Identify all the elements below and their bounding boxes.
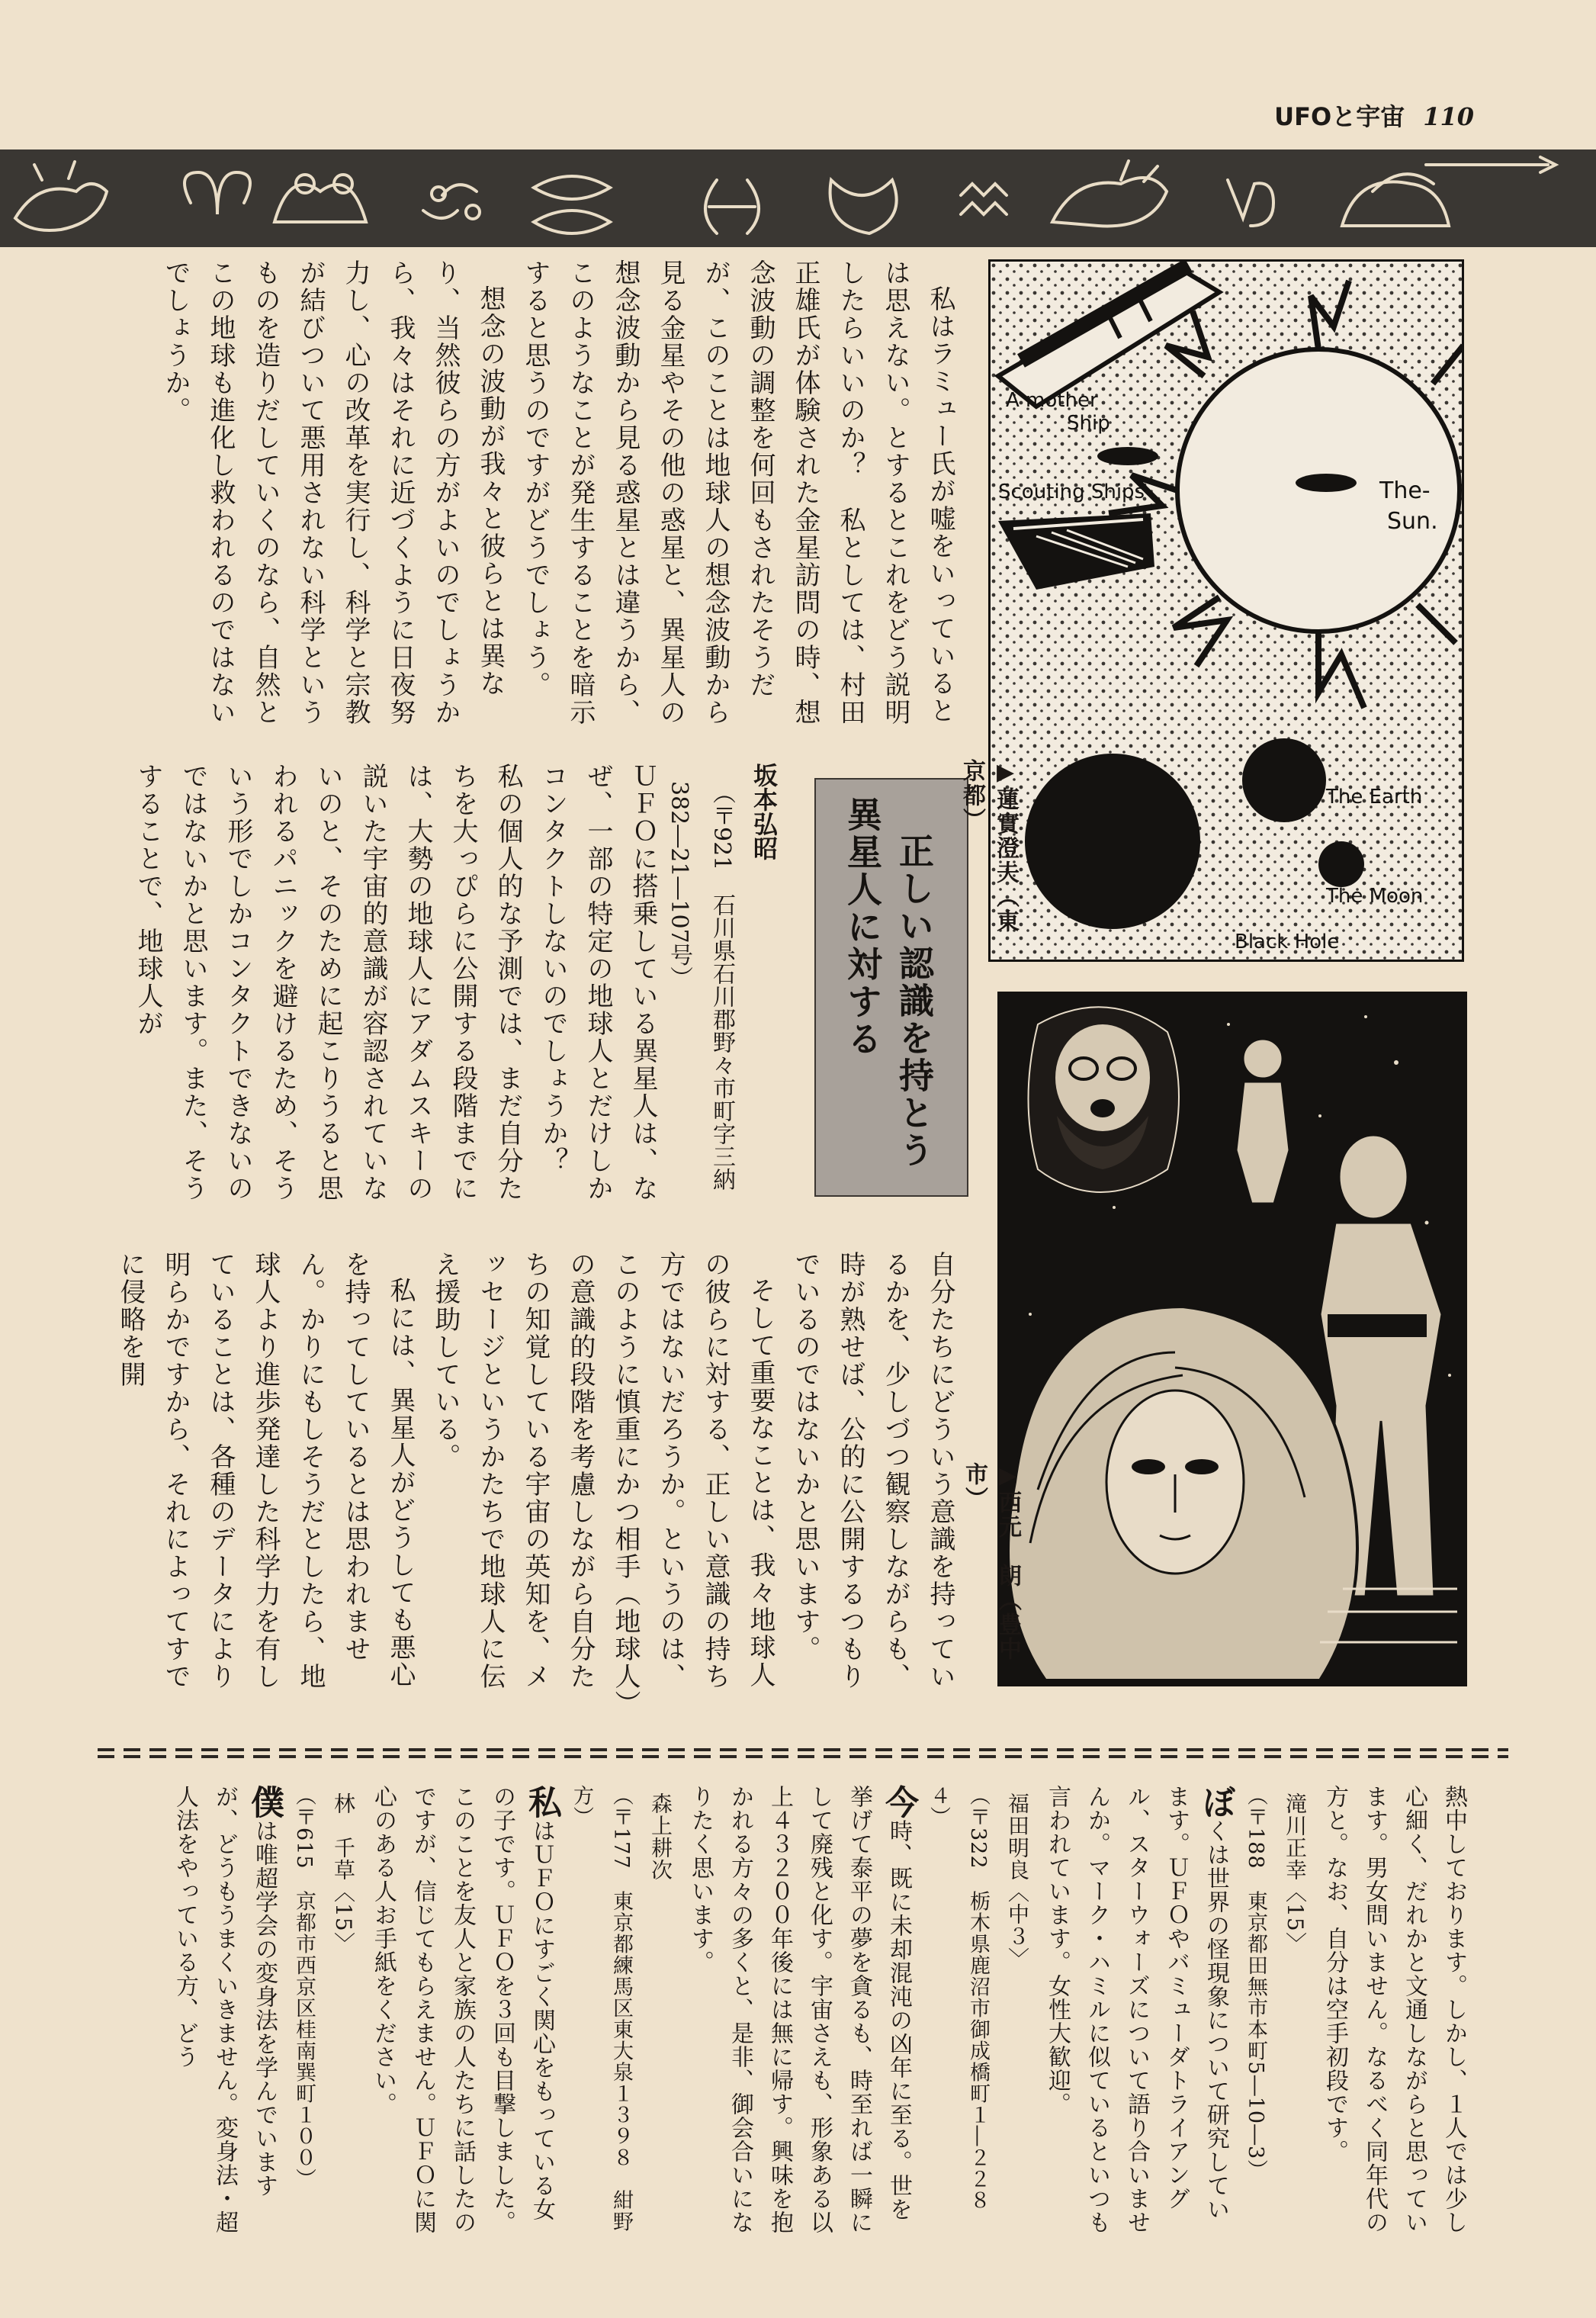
letter-address: （〒322 栃木県鹿沼市御成橋町１―２２８４）	[926, 1785, 990, 2211]
author-address: （〒921 石川県石川郡野々市町字三納382―21―107号）	[666, 781, 735, 1191]
article-paragraph: 想念の波動が我々と彼らとは異なり、当然彼らの方がよいのでしょうから、我々はそれに近づくように日夜努力し、心の改革を実行し、科学と宗教が結びついて悪用されない科学というものを造りだしていくのなら、自然とこの地球も進化し救われるのではないでしょうか。	[160, 259, 506, 726]
drop-cap: 今	[879, 1785, 918, 1819]
article-column-4	[108, 1251, 962, 1709]
drop-cap: ぼ	[1196, 1785, 1235, 1819]
letter-address: （〒188 東京都田無市本町5―10―3）	[1244, 1785, 1267, 2181]
small-alien-figure	[1236, 1039, 1289, 1204]
drop-cap: 私	[522, 1785, 561, 1819]
section-divider	[98, 1748, 1508, 1759]
label-ship: Ship	[1067, 412, 1110, 435]
label-mother: A mother	[1006, 389, 1098, 412]
author-name: 坂本弘昭	[750, 763, 779, 860]
article-paragraph: 私には、異星人がどうしても悪心を持ってしているとは思われません。かりにもしそうだとしたら、地球人より進歩発達した科学力を有していることは、各種のデータにより明らかですから、それによってすでに侵略を開	[115, 1251, 416, 1690]
letter-address: （〒615 京都市西京区桂南巽町１００）	[292, 1785, 316, 2190]
label-the: The-	[1379, 477, 1431, 504]
headline-box	[814, 778, 968, 1197]
letter-body: 私はＵＦＯにすごく関心をもっている女の子です。ＵＦＯを３回も目撃しました。このことを友人と家族の人たちに話したのですが、信じてもらえません。ＵＦＯに関心のある人お手紙をください。	[370, 1785, 561, 2234]
article-column-3	[108, 763, 665, 1213]
alien-portrait-illustration	[997, 992, 1467, 1686]
drop-cap: 僕	[245, 1785, 284, 1819]
letter-body: 僕は唯超学会の変身法を学んでいますが、どうもうまくいきません。変身法・超人法をやっている方、どう	[172, 1785, 284, 2234]
article-paragraph: 私はラミュー氏が嘘をいっているとは思えない。とするとこれをどう説明したらいいのか？ 私としては、村田正雄氏が体験された金星訪問の時、想念波動の調整を何回もされたそうだが、このことは地球人の想念波動から見る金星やその他の惑星と、異星人の想念波動から見る惑星とは違うから、このようなことが発生することを暗示すると思うのですがどうでしょう。	[520, 259, 955, 726]
bearded-man-figure	[1029, 1007, 1180, 1192]
letter-body: 熱中しております。しかし、１人では少し心細く、だれかと文通しながらと思っています。男女問いません。なるべく同年代の方と。なお、自分は空手初段です。	[1321, 1785, 1467, 2234]
zodiac-illustration-icon	[0, 149, 1596, 247]
label-scouting-ships: Scouting Ships	[998, 481, 1145, 503]
headline-line-2: 正しい認識を持とう	[894, 833, 935, 1169]
letter-body: 今時、既に未却混沌の凶年に至る。世を挙げて泰平の夢を貪るも、時至れば一瞬にして廃残と化す。宇宙さえも、形象ある以上４３２００年後には無に帰す。興味を抱かれる方々の多くと、是非、御会合いになりたく思います。	[687, 1785, 918, 2234]
earth-icon	[1242, 738, 1326, 822]
illustration-caption-1: ▶蓮實澄夫（東京都）	[959, 759, 1019, 934]
magazine-section-title: UFOと宇宙	[1274, 102, 1405, 131]
author-block	[666, 763, 785, 1213]
label-sun: Sun.	[1387, 508, 1438, 535]
letter-sender: 福田明良〈中３〉	[1005, 1792, 1030, 1969]
zodiac-banner	[0, 149, 1596, 247]
label-black-hole: Black Hole	[1235, 931, 1340, 953]
letter-sender: 滝川正幸〈15〉	[1283, 1792, 1308, 1954]
article-column-1	[108, 259, 962, 747]
alien-face-figure	[1008, 1307, 1357, 1680]
label-moon: The Moon	[1326, 885, 1424, 908]
article-paragraph: 自分たちにどういう意識を持っているかを、少しづつ観察しながらも、時が熟せば、公的に公開するつもりでいるのではないかと思います。	[790, 1251, 955, 1690]
black-hole-icon	[1025, 754, 1200, 929]
article-paragraph: そして重要なことは、我々地球人の彼らに対する、正しい意識の持ち方ではないだろうか。というのは、このように慎重にかつ相手（地球人）の意識的段階を考慮しながら自分たちの知覚している宇宙の英知を、メッセージというかたちで地球人に伝え援助している。	[430, 1251, 776, 1705]
alien-drawing	[1000, 994, 1465, 1684]
headline-line-1: 異星人に対する	[842, 796, 883, 1058]
page-header	[1274, 98, 1474, 133]
illustration-caption-2: ▶西元 朗（豊中市）	[961, 1462, 1021, 1661]
letter-body: ぼくは世界の怪現象について研究しています。ＵＦＯやバミューダトライアングル、スターウォーズについて語り合いませんか。マーク・ハミルに似ているといつも言われています。女性大歓迎。	[1044, 1785, 1235, 2234]
space-scene-drawing	[991, 262, 1462, 960]
label-earth: The Earth	[1326, 786, 1423, 809]
moon-icon	[1318, 841, 1364, 887]
letter-sender: 森上耕次	[648, 1792, 673, 1881]
page-number: 110	[1423, 102, 1474, 131]
space-illustration	[988, 259, 1464, 962]
letter-address: （〒177 東京都練馬区東大泉１３９８ 紺野方）	[570, 1785, 633, 2233]
letters-section	[108, 1785, 1473, 2242]
letter-sender: 林 千草〈15〉	[331, 1792, 356, 1954]
article-paragraph: ＵＦＯに搭乗している異星人は、なぜ、一部の特定の地球人とだけしかコンタクトしないのでしょうか？ 私の個人的な予測では、まだ自分たちを大っぴらに公開する段階までには、大勢の地球人にアダムスキーの説いた宇宙的意識が容認されていないのと、そのために起こりうると思われるパニックを避けるため、そういう形でしかコンタクトできないのではないかと思います。また、そうすることで、地球人が	[133, 763, 658, 1202]
